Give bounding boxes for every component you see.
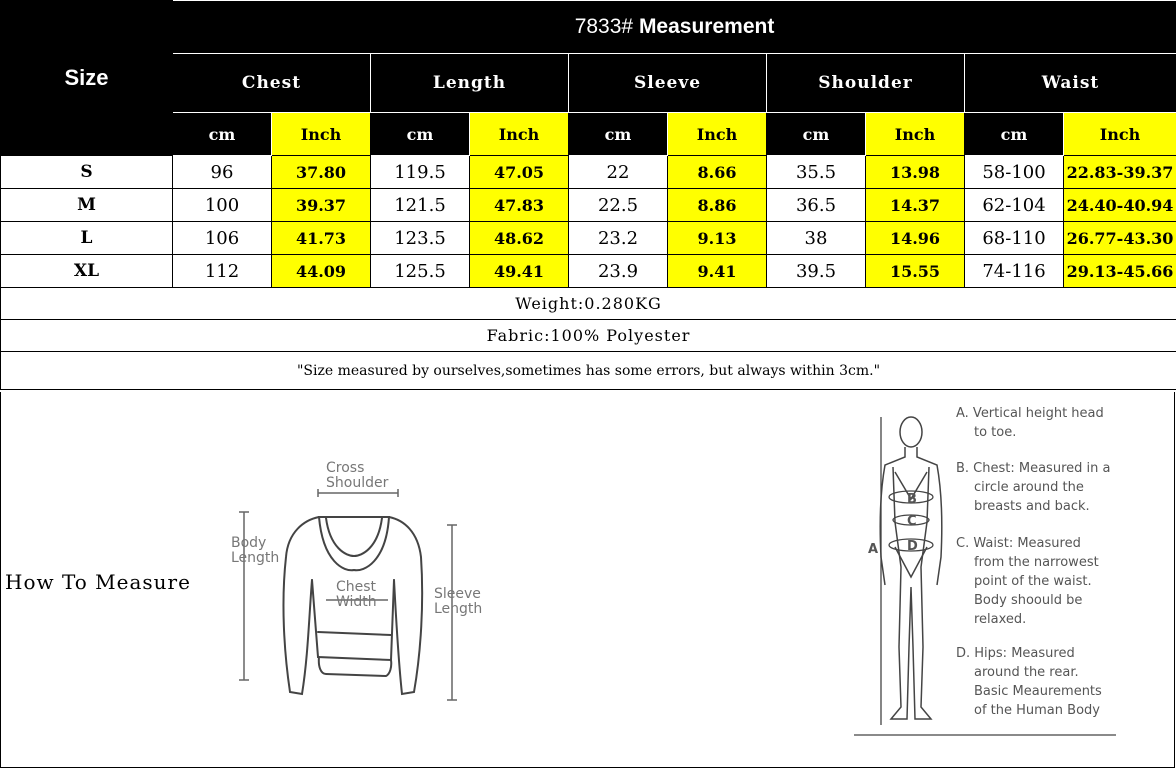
how-to-measure-label: How To Measure: [5, 570, 191, 594]
letter-d: D: [907, 539, 918, 554]
unit-inch: Inch: [470, 113, 569, 156]
size-header: Size: [1, 1, 173, 156]
waist-cm-cell: 74-116: [965, 255, 1064, 288]
human-body-icon: [880, 417, 942, 719]
shoulder-inch-cell: 14.37: [866, 189, 965, 222]
shoulder-cm-cell: 35.5: [767, 156, 866, 189]
legend-line: breasts and back.: [974, 499, 1090, 514]
size-cell: M: [1, 189, 173, 222]
size-rows: [1, 156, 1176, 288]
table-row: [1, 156, 1176, 189]
waist-cm-cell: 62-104: [965, 189, 1064, 222]
length-inch-cell: 49.41: [470, 255, 569, 288]
legend-line: relaxed.: [974, 612, 1027, 627]
shoulder-inch-cell: 13.98: [866, 156, 965, 189]
table-row: [1, 255, 1176, 288]
waist-inch-cell: 24.40-40.94: [1064, 189, 1176, 222]
table-title: [173, 1, 1176, 54]
chest-cm-cell: 100: [173, 189, 272, 222]
title-number: 7833#: [574, 15, 634, 38]
legend-line: point of the waist.: [974, 574, 1092, 589]
fabric-row: Fabric:100% Polyester: [1, 320, 1176, 352]
group-sleeve: Sleeve: [569, 54, 767, 113]
shoulder-inch-cell: 15.55: [866, 255, 965, 288]
chest-cm-cell: 106: [173, 222, 272, 255]
unit-inch: Inch: [272, 113, 371, 156]
chest-width-label-1: Chest: [336, 579, 377, 595]
legend-line: circle around the: [974, 480, 1084, 495]
sleeve-length-label-2: Length: [434, 601, 483, 617]
group-length: Length: [371, 54, 569, 113]
legend-line: to toe.: [974, 425, 1017, 440]
body-length-label-1: Body: [231, 535, 267, 551]
group-waist: Waist: [965, 54, 1176, 113]
chest-cm-cell: 96: [173, 156, 272, 189]
length-cm-cell: 119.5: [371, 156, 470, 189]
length-inch-cell: 48.62: [470, 222, 569, 255]
weight-row: Weight:0.280KG: [1, 288, 1176, 320]
body-legend: [956, 407, 1110, 718]
unit-cm: cm: [173, 113, 272, 156]
sleeve-cm-cell: 22: [569, 156, 668, 189]
legend-line: of the Human Body: [974, 703, 1100, 718]
sleeve-length-label-1: Sleeve: [434, 586, 481, 602]
sleeve-inch-cell: 8.66: [668, 156, 767, 189]
size-cell: XL: [1, 255, 173, 288]
table-row: [1, 222, 1176, 255]
unit-cm: cm: [569, 113, 668, 156]
shoulder-cm-cell: 39.5: [767, 255, 866, 288]
shoulder-cm-cell: 38: [767, 222, 866, 255]
unit-cm: cm: [965, 113, 1064, 156]
chest-width-label-2: Width: [336, 594, 377, 610]
sleeve-inch-cell: 8.86: [668, 189, 767, 222]
unit-inch: Inch: [866, 113, 965, 156]
sleeve-cm-cell: 22.5: [569, 189, 668, 222]
legend-line: B. Chest: Measured in a: [956, 461, 1111, 476]
shoulder-inch-cell: 14.96: [866, 222, 965, 255]
legend-line: Body shoould be: [974, 593, 1083, 608]
legend-line: Basic Meaurements: [974, 684, 1102, 699]
body-diagram: [851, 407, 1131, 747]
group-shoulder: Shoulder: [767, 54, 965, 113]
sleeve-cm-cell: 23.9: [569, 255, 668, 288]
length-cm-cell: 123.5: [371, 222, 470, 255]
table-row: [1, 189, 1176, 222]
length-inch-cell: 47.05: [470, 156, 569, 189]
chest-cm-cell: 112: [173, 255, 272, 288]
waist-cm-cell: 58-100: [965, 156, 1064, 189]
chest-inch-cell: 39.37: [272, 189, 371, 222]
waist-inch-cell: 29.13-45.66: [1064, 255, 1176, 288]
legend-line: around the rear.: [974, 665, 1079, 680]
group-chest: Chest: [173, 54, 371, 113]
legend-line: from the narrowest: [974, 555, 1099, 570]
unit-inch: Inch: [668, 113, 767, 156]
waist-inch-cell: 26.77-43.30: [1064, 222, 1176, 255]
length-inch-cell: 47.83: [470, 189, 569, 222]
letter-a: A: [868, 542, 879, 557]
garment-diagram: [226, 452, 501, 712]
chest-inch-cell: 37.80: [272, 156, 371, 189]
legend-line: C. Waist: Measured: [956, 536, 1081, 551]
sleeve-inch-cell: 9.13: [668, 222, 767, 255]
unit-cm: cm: [371, 113, 470, 156]
waist-inch-cell: 22.83-39.37: [1064, 156, 1176, 189]
letter-b: B: [907, 492, 917, 507]
chest-inch-cell: 41.73: [272, 222, 371, 255]
cross-shoulder-label-1: Cross: [326, 460, 365, 476]
cross-shoulder-label-2: Shoulder: [326, 475, 389, 491]
chest-inch-cell: 44.09: [272, 255, 371, 288]
letter-c: C: [907, 514, 917, 529]
unit-cm: cm: [767, 113, 866, 156]
legend-line: D. Hips: Measured: [956, 646, 1075, 661]
legend-line: A. Vertical height head: [956, 407, 1104, 421]
length-cm-cell: 125.5: [371, 255, 470, 288]
waist-cm-cell: 68-110: [965, 222, 1064, 255]
shoulder-cm-cell: 36.5: [767, 189, 866, 222]
unit-inch: Inch: [1064, 113, 1176, 156]
note-row: "Size measured by ourselves,sometimes has some errors, but always within 3cm.": [1, 352, 1176, 390]
body-length-label-2: Length: [231, 550, 280, 566]
title-word: Measurement: [638, 15, 775, 38]
length-cm-cell: 121.5: [371, 189, 470, 222]
sleeve-inch-cell: 9.41: [668, 255, 767, 288]
size-cell: L: [1, 222, 173, 255]
how-to-measure-section: [0, 392, 1175, 768]
sleeve-cm-cell: 23.2: [569, 222, 668, 255]
size-cell: S: [1, 156, 173, 189]
